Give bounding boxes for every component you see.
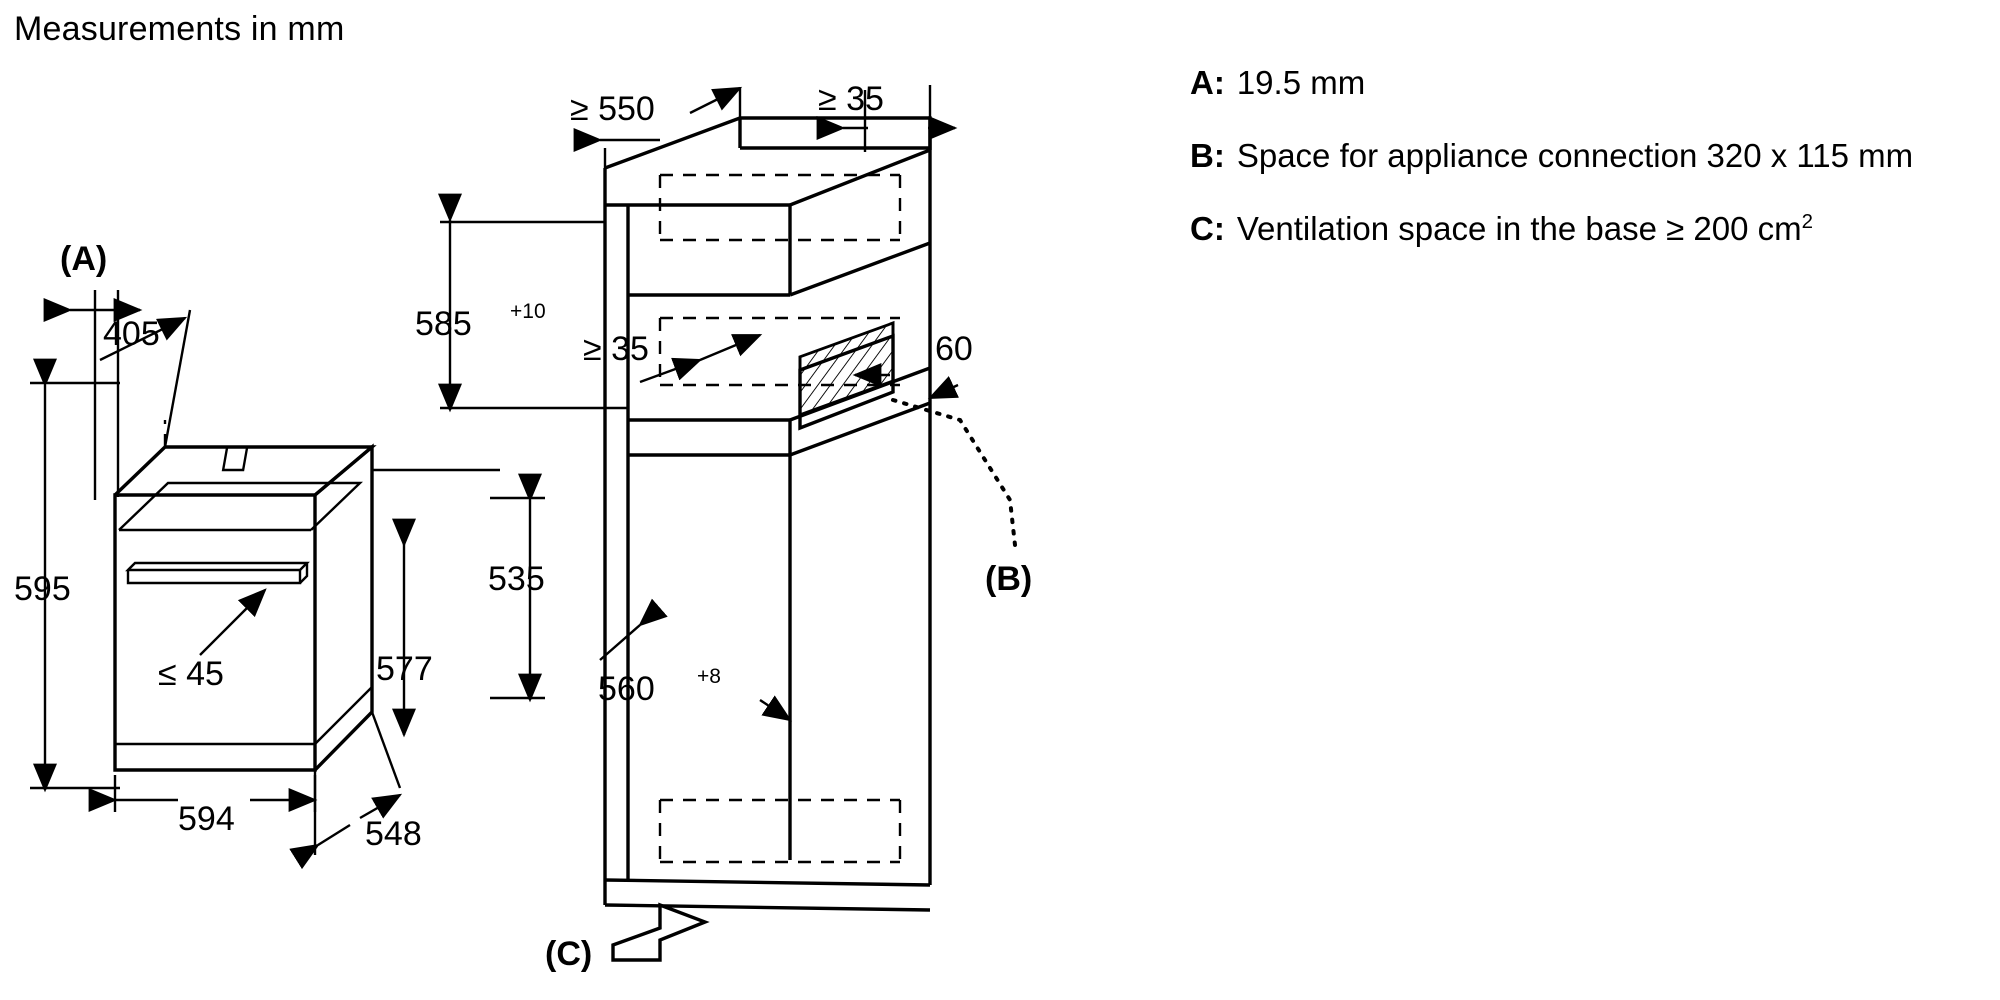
dim-595: 595 — [14, 570, 71, 608]
legend-key-c: C: — [1190, 209, 1225, 247]
dim-548: 548 — [365, 815, 422, 853]
dim-535: 535 — [488, 560, 545, 598]
legend-key-a: A: — [1190, 64, 1225, 101]
legend-text-a: 19.5 mm — [1236, 64, 1366, 101]
cabinet-label-b: (B) — [985, 560, 1033, 598]
dim-560: 560 — [598, 670, 655, 708]
cabinet-illustration — [415, 80, 1032, 973]
dim-585-sup: +10 — [510, 300, 546, 323]
page-title: Measurements in mm — [14, 10, 345, 48]
legend-text-c-sup: 2 — [1801, 209, 1814, 233]
dim-60: 60 — [935, 330, 973, 368]
dim-ge-550: ≥ 550 — [570, 90, 655, 128]
legend-text-b: Space for appliance connection 320 x 115 mm — [1236, 136, 1914, 174]
dim-ge-35-top: ≥ 35 — [818, 80, 884, 118]
legend-key-b: B: — [1190, 136, 1225, 174]
legend-item-b — [1190, 135, 1960, 178]
cabinet-label-c: (C) — [545, 935, 593, 973]
oven-label-a: (A) — [60, 240, 108, 278]
dim-door-gap: ≤ 45 — [158, 655, 224, 693]
dim-405: 405 — [103, 315, 160, 353]
legend — [1190, 62, 1960, 281]
dim-594: 594 — [178, 800, 235, 838]
legend-text-c — [1237, 208, 1960, 251]
legend-item-a — [1190, 62, 1960, 105]
legend-text-c-main: Ventilation space in the base ≥ 200 cm — [1236, 209, 1802, 247]
dim-577: 577 — [376, 650, 433, 688]
dim-ge-35-mid: ≥ 35 — [583, 330, 649, 368]
dim-560-sup: +8 — [697, 665, 721, 688]
legend-item-c — [1190, 208, 1960, 251]
dim-585: 585 — [415, 305, 472, 343]
